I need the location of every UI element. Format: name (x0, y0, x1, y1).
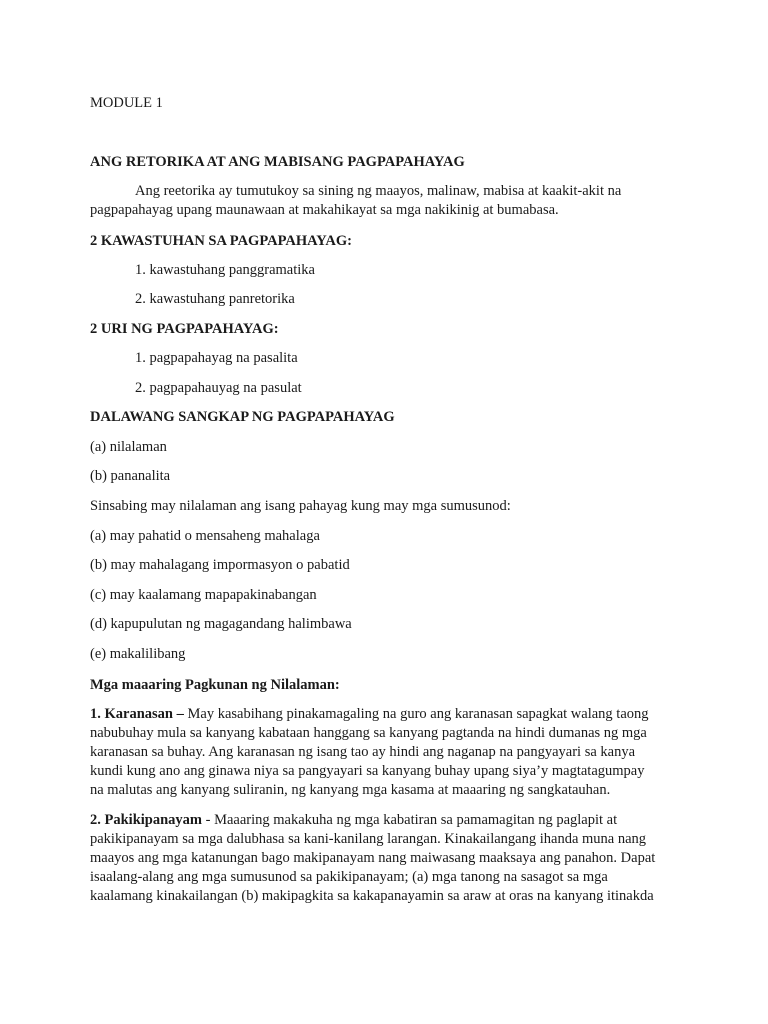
karanasan-text-1: May kasabihang pinakamagaling na guro ang karanasan sapagkat walang taong (187, 706, 649, 722)
pakikipanayam-line-4: isaalang-alang ang mga sumusunod sa pakikipanayam; (a) mga tanong na sasagot sa mga (90, 869, 608, 885)
sinsabing-item-e: (e) makalilibang (90, 646, 186, 662)
sangkap-heading: DALAWANG SANGKAP NG PAGPAPAHAYAG (90, 409, 395, 425)
pakikipanayam-label: 2. Pakikipanayam (90, 812, 202, 828)
kawastuhan-item-1: 1. kawastuhang panggramatika (135, 262, 315, 278)
sangkap-item-b: (b) pananalita (90, 468, 171, 484)
intro-line-2: pagpapahayag upang maunawaan at makahikayat sa mga nakikinig at bumabasa. (90, 202, 559, 218)
kawastuhan-item-2: 2. kawastuhang panretorika (135, 291, 295, 307)
karanasan-label: 1. Karanasan – (90, 706, 184, 722)
sangkap-item-a: (a) nilalaman (90, 439, 167, 455)
intro-line-1: Ang reetorika ay tumutukoy sa sining ng maayos, malinaw, mabisa at kaakit-akit na (135, 183, 622, 199)
karanasan-line-5: na malutas ang kanyang suliranin, ng kanyang mga kasama at maaaring ng sangkatauhan. (90, 782, 611, 798)
uri-item-1: 1. pagpapahayag na pasalita (135, 350, 298, 366)
pakikipanayam-text-1: Maaaring makakuha ng mga kabatiran sa pamamagitan ng paglapit at (214, 812, 618, 828)
pakikipanayam-line-5: kaalamang kinakailangan (b) makipagkita sa kakapanayamin sa araw at oras na kanyang itinakda (90, 888, 654, 904)
sinsabing-item-b: (b) may mahalagang impormasyon o pabatid (90, 557, 350, 573)
main-heading: ANG RETORIKA AT ANG MABISANG PAGPAPAHAYAG (90, 154, 465, 170)
karanasan-line-2: nabubuhay mula sa kanyang kabataan hanggang sa kanyang pagtanda na hindi dumanas ng mga (90, 725, 647, 741)
karanasan-line-1 (90, 705, 690, 724)
pagkunan-heading: Mga maaaring Pagkunan ng Nilalaman: (90, 677, 340, 693)
uri-item-2: 2. pagpapahauyag na pasulat (135, 380, 302, 396)
sinsabing-intro: Sinsabing may nilalaman ang isang pahayag kung may mga sumusunod: (90, 498, 511, 514)
uri-heading: 2 URI NG PAGPAPAHAYAG: (90, 321, 279, 337)
karanasan-line-4: kundi kung ano ang ginawa niya sa pangyayari sa kanyang buhay upang siya’y magtatagumpay (90, 763, 645, 779)
karanasan-line-3: karanasan sa buhay. Ang karanasan ng isang tao ay hindi ang naganap na pangyayari sa kanya (90, 744, 636, 760)
pakikipanayam-paragraph (90, 811, 690, 906)
pakikipanayam-line-3: maayos ang mga katanungan bago makipanayam nang maiwasang maaksaya ang panahon. Dapat (90, 850, 656, 866)
intro-paragraph (90, 182, 690, 220)
kawastuhan-heading: 2 KAWASTUHAN SA PAGPAPAHAYAG: (90, 233, 352, 249)
sinsabing-item-d: (d) kapupulutan ng magagandang halimbawa (90, 616, 352, 632)
sinsabing-item-a: (a) may pahatid o mensaheng mahalaga (90, 528, 320, 544)
pakikipanayam-line-1 (90, 811, 690, 830)
pakikipanayam-dash: - (202, 812, 211, 828)
karanasan-paragraph (90, 705, 690, 800)
sinsabing-item-c: (c) may kaalamang mapapakinabangan (90, 587, 317, 603)
module-label: MODULE 1 (90, 95, 163, 111)
pakikipanayam-line-2: pakikipanayam sa mga dalubhasa sa kani-kanilang larangan. Kinakailangang ihanda muna nang (90, 831, 647, 847)
